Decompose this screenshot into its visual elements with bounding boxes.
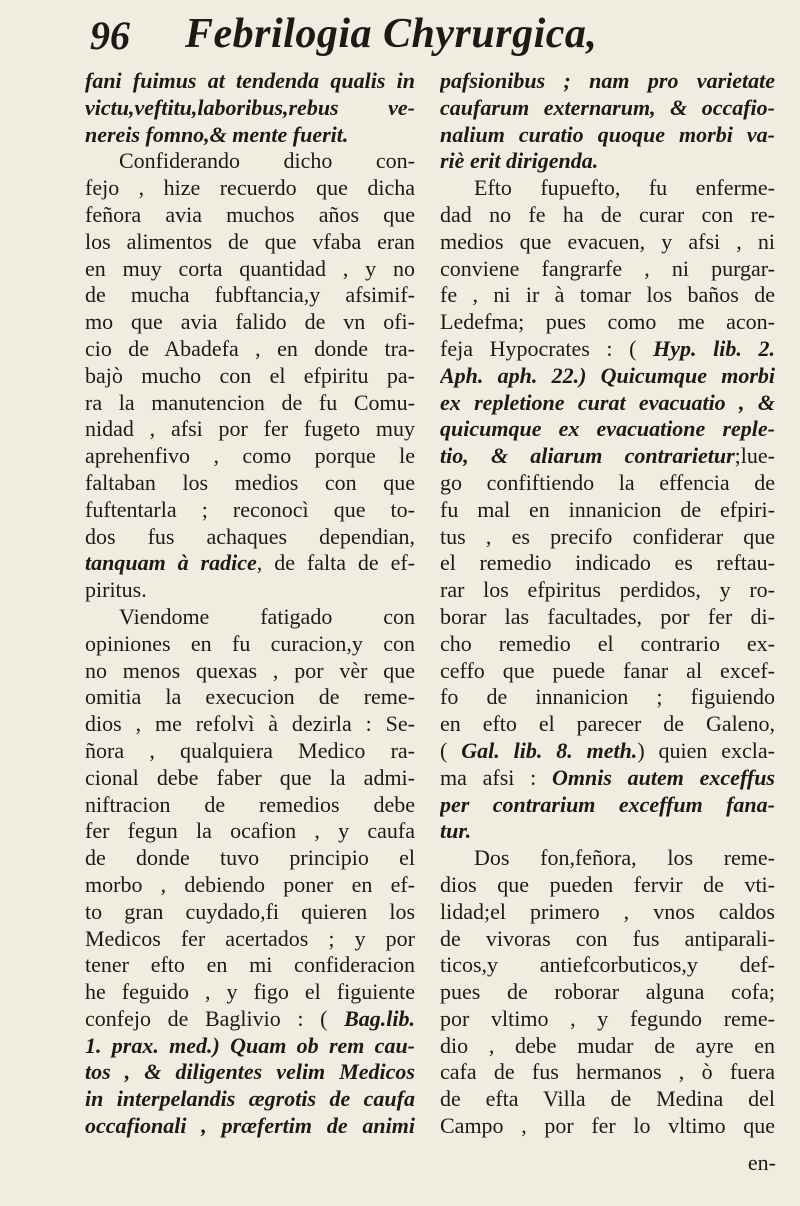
text-line: cafa de fus hermanos , ò fuera <box>440 1059 775 1085</box>
text-line: Aph. aph. 22.) Quicumque morbi <box>440 362 775 388</box>
text-line: Ledefma; pues como me acon- <box>440 309 775 335</box>
text-line: ticos,y antiefcorbuticos,y def- <box>440 952 775 978</box>
text-line: rar los efpiritus perdidos, y ro- <box>440 577 775 603</box>
text-line: dios , me refolvì à dezirla : Se- <box>85 711 415 737</box>
text-line: dios que pueden fervir de vti- <box>440 871 775 897</box>
text-line: dos fus achaques dependian, <box>85 523 415 549</box>
text-line: he feguido , y figo el figuiente <box>85 979 415 1005</box>
text-line: el remedio indicado es reftau- <box>440 550 775 576</box>
text-line: tur. <box>440 818 472 844</box>
text-line: en efto el parecer de Galeno, <box>440 711 775 737</box>
text-line: opiniones en fu curacion,y con <box>85 630 415 656</box>
text-line: de efta Villa de Medina del <box>440 1086 775 1112</box>
text-line: niftracion de remedios debe <box>85 791 415 817</box>
text-line: to gran cuydado,fi quieren los <box>85 898 415 924</box>
text-line: riè erit dirigenda. <box>440 148 599 174</box>
text-line: medios que evacuen, y afsi , ni <box>440 228 775 254</box>
text-line: victu,veftitu,laboribus,rebus ve- <box>85 94 415 120</box>
text-line: fo de innanicion ; figuiendo <box>440 684 775 710</box>
text-line: lidad;el primero , vnos caldos <box>440 898 775 924</box>
text-line: no menos quexas , por vèr que <box>85 657 415 683</box>
text-line: dio , debe mudar de ayre en <box>440 1032 775 1058</box>
text-line: aprehenfivo , como porque le <box>85 443 415 469</box>
text-line: los alimentos de que vfaba eran <box>85 228 415 254</box>
text-line: Efto fupuefto, fu enferme- <box>474 175 775 201</box>
text-line: in interpelandis ægrotis de caufa <box>85 1086 415 1112</box>
text-line: Dos fon,feñora, los reme- <box>474 845 775 871</box>
text-line: ra la manutencion de fu Comu- <box>85 389 415 415</box>
text-line: pafsionibus ; nam pro varietate <box>440 68 775 93</box>
text-line: tus , es precifo confiderar que <box>440 523 775 549</box>
text-line: per contrarium exceffum fana- <box>440 791 775 817</box>
text-line: Medicos fer acertados ; y por <box>85 925 415 951</box>
text-line: fe , ni ir à tomar los baños de <box>440 282 775 308</box>
text-line: ( Gal. lib. 8. meth.) quien excla- <box>440 737 775 763</box>
text-line: cio de Abadefa , en donde tra- <box>85 335 415 361</box>
text-line: occafionali , præfertim de animi <box>85 1113 415 1139</box>
text-line: fejo , hize recuerdo que dicha <box>85 175 415 201</box>
text-line: tanquam à radice, de falta de ef- <box>85 550 415 576</box>
text-line: nalium curatio quoque morbi va- <box>440 121 775 147</box>
text-line: piritus. <box>85 577 147 603</box>
text-line: de donde tuvo principio el <box>85 845 415 871</box>
right-text-column <box>440 68 775 1140</box>
left-text-column <box>85 68 415 1140</box>
text-line: en muy corta quantidad , y no <box>85 255 415 281</box>
text-line: go confiftiendo la effencia de <box>440 469 775 495</box>
text-line: fu mal en innanicion de efpiri- <box>440 496 775 522</box>
text-line: nereis fomno,& mente fuerit. <box>85 121 349 147</box>
text-line: fer fegun la ocafion , y caufa <box>85 818 415 844</box>
page-header <box>90 10 770 62</box>
text-line: de mucha fubftancia,y afsimif- <box>85 282 415 308</box>
text-line: Campo , por fer lo vltimo que <box>440 1113 775 1139</box>
text-line: ex repletione curat evacuatio , & <box>440 389 775 415</box>
text-line: feja Hypocrates : ( Hyp. lib. 2. <box>440 335 775 361</box>
text-line: cional debe faber que la admi- <box>85 764 415 790</box>
text-line: feñora avia muchos años que <box>85 201 415 227</box>
text-line: dad no fe ha de curar con re- <box>440 201 775 227</box>
text-line: 1. prax. med.) Quam ob rem cau- <box>85 1032 415 1058</box>
text-line: ma afsi : Omnis autem exceffus <box>440 764 775 790</box>
text-line: cho remedio el contrario ex- <box>440 630 775 656</box>
text-line: morbo , debiendo poner en ef- <box>85 871 415 897</box>
text-line: borar las facultades, por fer di- <box>440 603 775 629</box>
text-line: mo que avia falido de vn ofi- <box>85 309 415 335</box>
text-line: tener efto en mi confideracion <box>85 952 415 978</box>
text-line: bajò mucho con el efpiritu pa- <box>85 362 415 388</box>
running-title: Febrilogia Chyrurgica, <box>185 11 598 57</box>
page-number: 96 <box>90 13 130 58</box>
text-line: fani fuimus at tendenda qualis in <box>85 68 415 93</box>
text-line: caufarum externarum, & occafio- <box>440 94 775 120</box>
text-line: quicumque ex evacuatione reple- <box>440 416 775 442</box>
text-line: pues de roborar alguna cofa; <box>440 979 775 1005</box>
text-line: Confiderando dicho con- <box>119 148 415 174</box>
text-line: confejo de Baglivio : ( Bag.lib. <box>85 1005 415 1031</box>
text-line: tio, & aliarum contrarietur;lue- <box>440 443 775 469</box>
text-line: nidad , afsi por fer fugeto muy <box>85 416 415 442</box>
text-line: faltaban los medios con que <box>85 469 415 495</box>
text-line: ceffo que puede fanar al excef- <box>440 657 775 683</box>
text-line: tos , & diligentes velim Medicos <box>85 1059 415 1085</box>
text-line: por vltimo , y fegundo reme- <box>440 1005 775 1031</box>
text-line: ñora , qualquiera Medico ra- <box>85 737 415 763</box>
text-line: fuftentarla ; reconocì que to- <box>85 496 415 522</box>
text-line: conviene fangrarfe , ni purgar- <box>440 255 775 281</box>
text-line: Viendome fatigado con <box>119 603 415 629</box>
text-line: de vivoras con fus antiparali- <box>440 925 775 951</box>
catchword: en- <box>747 1150 776 1175</box>
text-line: omitia la execucion de reme- <box>85 684 415 710</box>
